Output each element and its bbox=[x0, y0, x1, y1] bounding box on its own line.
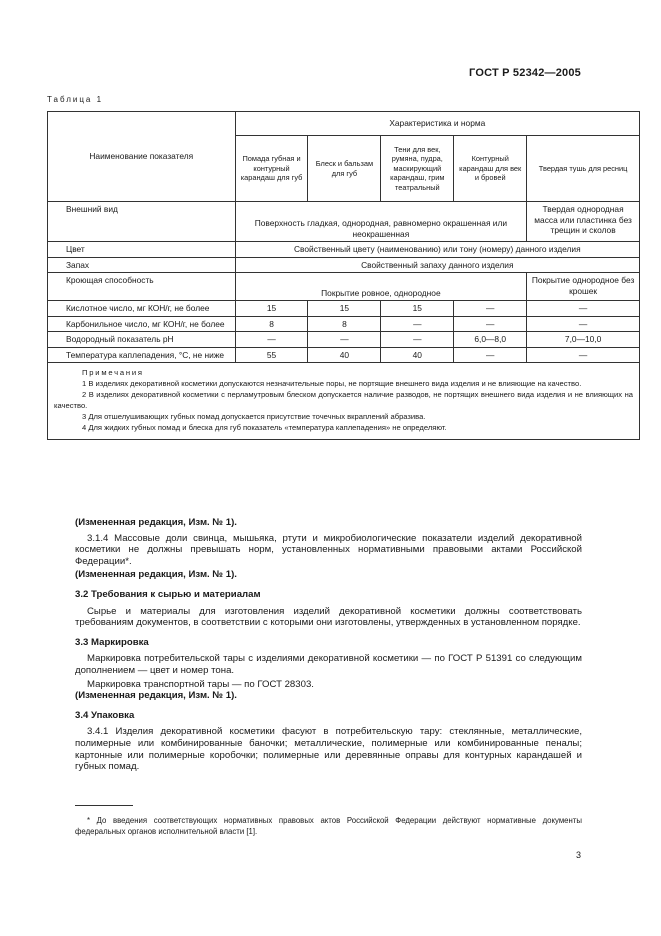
row-value: Поверхность гладкая, однородная, равномерно окрашенная или неокрашенная bbox=[235, 202, 527, 242]
header-col-5: Твердая тушь для ресниц bbox=[527, 136, 640, 202]
row-name: Запах bbox=[48, 257, 236, 273]
row-value: 8 bbox=[308, 316, 381, 332]
row-value: — bbox=[235, 332, 308, 348]
row-value: — bbox=[527, 316, 640, 332]
paragraph-3-1-4: 3.1.4 Массовые доли свинца, мышьяка, ртути и микробиологические показатели изделий декоративной косметики не должны превышать норм, установленных нормативными правовыми актами Российской Федерации*. bbox=[75, 532, 582, 567]
row-value: — bbox=[454, 301, 527, 317]
note-item: 3 Для отшелушивающих губных помад допускается присутствие точечных вкраплений абразива. bbox=[82, 412, 426, 421]
row-value: 15 bbox=[308, 301, 381, 317]
table-caption: Таблица 1 bbox=[47, 95, 104, 104]
header-col-2: Блеск и бальзам для губ bbox=[308, 136, 381, 202]
characteristics-table bbox=[47, 111, 640, 440]
row-value: — bbox=[527, 347, 640, 363]
table-header-row bbox=[48, 112, 640, 136]
row-name: Цвет bbox=[48, 242, 236, 258]
amendment-note: (Измененная редакция, Изм. № 1). bbox=[75, 569, 237, 581]
paragraph-3-4-1: 3.4.1 Изделия декоративной косметики фасуют в потребительскую тару: стеклянные, металлические, полимерные или комбинированные баночки; металлические, полимерные или комбинированные пеналы; картонные или полимерные коробочки; полимерные или деревянные оправы для контурных карандашей и губных помад. bbox=[75, 726, 582, 773]
table-row bbox=[48, 347, 640, 363]
row-value: Покрытие ровное, однородное bbox=[235, 273, 527, 301]
section-heading-3-4: 3.4 Упаковка bbox=[75, 709, 135, 721]
table-row bbox=[48, 273, 640, 301]
row-value: — bbox=[454, 316, 527, 332]
header-group: Характеристика и норма bbox=[235, 112, 639, 136]
row-name: Кроющая способность bbox=[48, 273, 236, 301]
row-value: Твердая однородная масса или пластинка без трещин и сколов bbox=[527, 202, 640, 242]
paragraph-3-3-a: Маркировка потребительской тары с изделиями декоративной косметики — по ГОСТ Р 51391 со следующим дополнением — цвет и номер тона. bbox=[75, 653, 582, 676]
note-item: 1 В изделиях декоративной косметики допускаются незначительные поры, не портящие внешнего вида изделия и не влияющие на качество. bbox=[82, 379, 582, 388]
note-item: 2 В изделиях декоративной косметики с перламутровым блеском допускается наличие разводов, не портящих внешнего вида изделия и не влияющих на качество. bbox=[54, 390, 633, 410]
row-value: 55 bbox=[235, 347, 308, 363]
row-value: 40 bbox=[308, 347, 381, 363]
row-value: Свойственный цвету (наименованию) или тону (номеру) данного изделия bbox=[235, 242, 639, 258]
row-name: Температура каплепадения, °С, не ниже bbox=[48, 347, 236, 363]
paragraph-3-2: Сырье и материалы для изготовления изделий декоративной косметики должны соответствовать требованиям документов, в соответствии с которыми они изготовлены, утвержденных в установленном порядке. bbox=[75, 605, 582, 629]
amendment-note: (Измененная редакция, Изм. № 1). bbox=[75, 690, 237, 702]
row-value: — bbox=[381, 316, 454, 332]
paragraph-3-3-b: Маркировка транспортной тары — по ГОСТ 28303. bbox=[87, 678, 314, 690]
table-row bbox=[48, 332, 640, 348]
header-col-4: Контурный карандаш для век и бровей bbox=[454, 136, 527, 202]
main-text bbox=[75, 517, 582, 773]
amendment-note: (Измененная редакция, Изм. № 1). bbox=[75, 517, 237, 528]
row-value: — bbox=[454, 347, 527, 363]
table-row bbox=[48, 316, 640, 332]
row-value: Свойственный запаху данного изделия bbox=[235, 257, 639, 273]
header-col-3: Тени для век, румяна, пудра, маскирующий карандаш, грим театральный bbox=[381, 136, 454, 202]
table-row bbox=[48, 242, 640, 258]
section-heading-3-3: 3.3 Маркировка bbox=[75, 636, 149, 648]
row-value: 7,0—10,0 bbox=[527, 332, 640, 348]
footnote: * До введения соответствующих нормативных правовых актов Российской Федерации действуют нормативные документы федеральных органов исполнительной власти [1]. bbox=[75, 816, 582, 836]
table-row bbox=[48, 257, 640, 273]
document-code: ГОСТ Р 52342—2005 bbox=[469, 67, 581, 79]
section-heading-3-2: 3.2 Требования к сырью и материалам bbox=[75, 588, 261, 600]
row-value: 6,0—8,0 bbox=[454, 332, 527, 348]
row-name: Кислотное число, мг КОН/г, не более bbox=[48, 301, 236, 317]
row-value: 15 bbox=[381, 301, 454, 317]
row-name: Водородный показатель pH bbox=[48, 332, 236, 348]
row-value: — bbox=[308, 332, 381, 348]
table-notes bbox=[48, 363, 640, 440]
row-value: 15 bbox=[235, 301, 308, 317]
notes-title: Примечания bbox=[82, 368, 144, 377]
row-name: Внешний вид bbox=[48, 202, 236, 242]
row-value: — bbox=[527, 301, 640, 317]
table-row bbox=[48, 202, 640, 242]
page-number: 3 bbox=[575, 850, 581, 860]
note-item: 4 Для жидких губных помад и блеска для губ показатель «температура каплепадения» не определяют. bbox=[82, 423, 447, 432]
table-notes-row bbox=[48, 363, 640, 440]
header-indicator: Наименование показателя bbox=[48, 112, 236, 202]
row-name: Карбонильное число, мг КОН/г, не более bbox=[48, 316, 236, 332]
row-value: 8 bbox=[235, 316, 308, 332]
header-col-1: Помада губная и контурный карандаш для губ bbox=[235, 136, 308, 202]
row-value: — bbox=[381, 332, 454, 348]
row-value: Покрытие однородное без крошек bbox=[527, 273, 640, 301]
footnote-divider bbox=[75, 805, 133, 806]
table-row bbox=[48, 301, 640, 317]
row-value: 40 bbox=[381, 347, 454, 363]
